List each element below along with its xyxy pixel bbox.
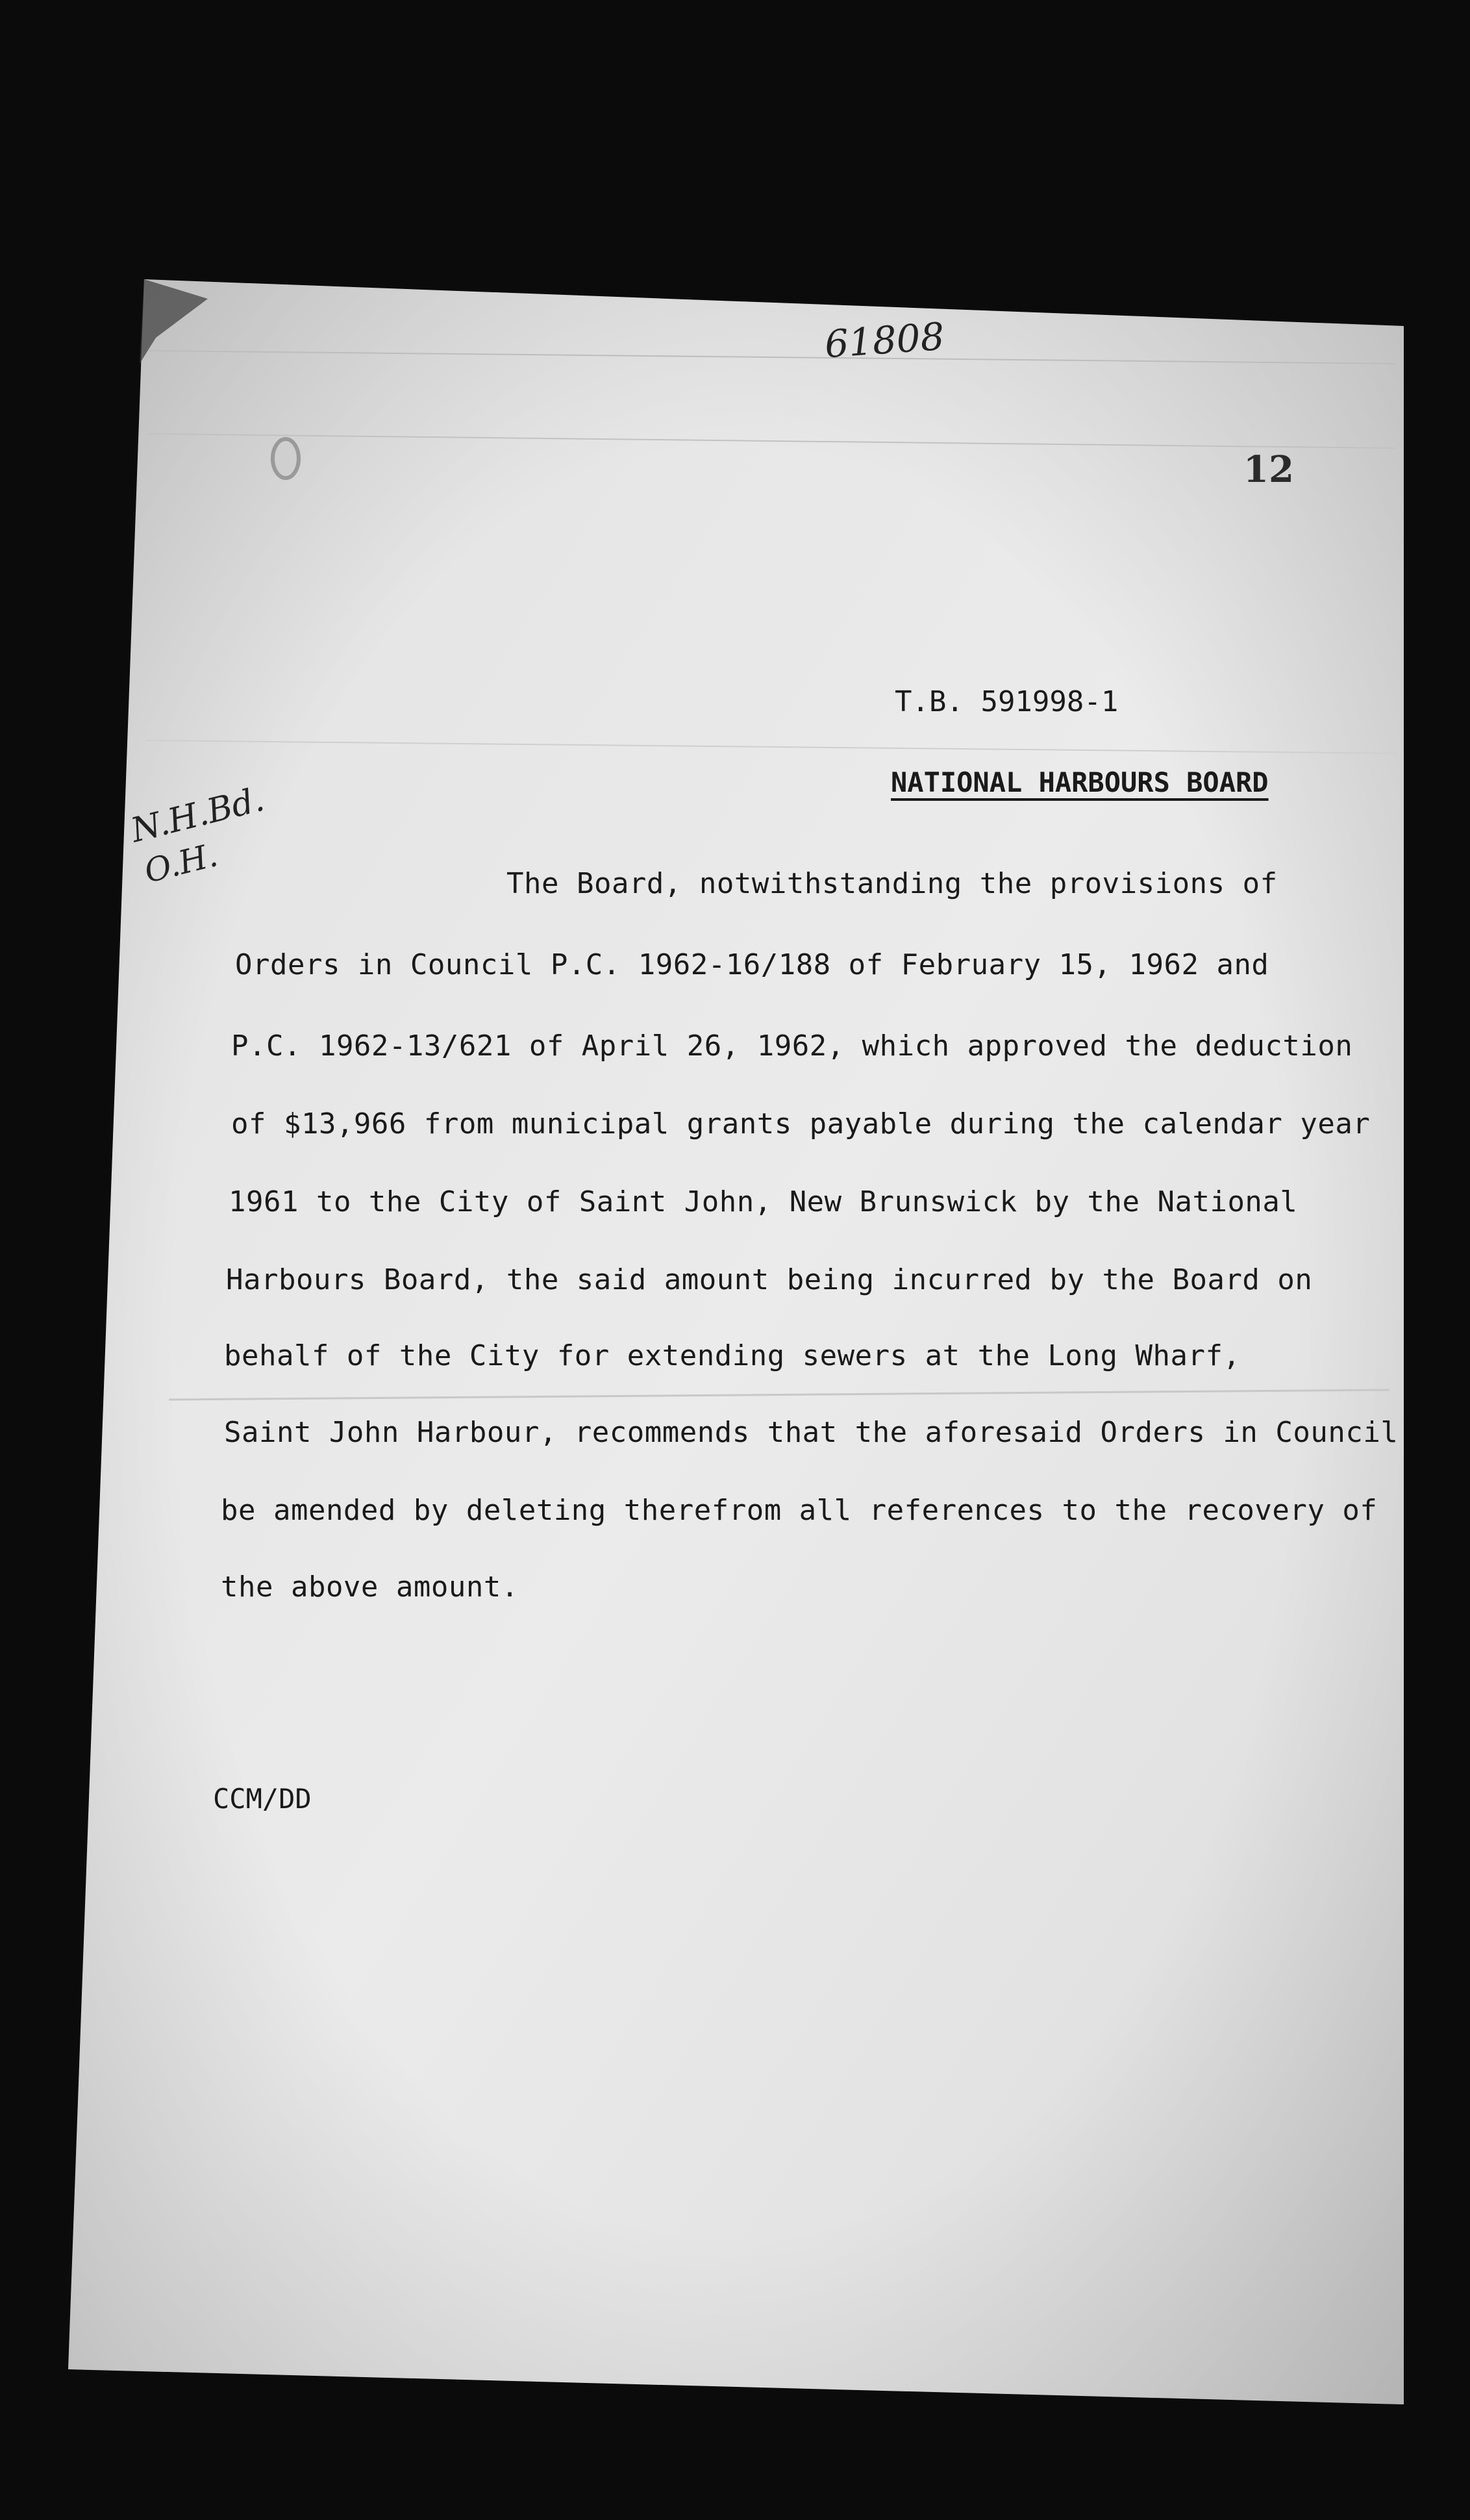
body-line-7: behalf of the City for extending sewers at the Long Wharf,: [224, 1339, 1241, 1372]
document-heading: NATIONAL HARBOURS BOARD: [891, 766, 1269, 798]
body-line-4: of $13,966 from municipal grants payable during the calendar year: [231, 1107, 1371, 1140]
page-number: 12: [1243, 448, 1294, 491]
body-line-10: the above amount.: [221, 1570, 519, 1604]
margin-note-line-1: N.H.Bd.: [127, 779, 268, 851]
body-line-5: 1961 to the City of Saint John, New Brunswick by the National: [229, 1185, 1298, 1218]
margin-note-line-2: O.H.: [140, 836, 221, 890]
reference-number: T.B. 591998-1: [895, 685, 1119, 718]
body-line-8: Saint John Harbour, recommends that the aforesaid Orders in Council: [224, 1416, 1399, 1449]
typist-initials: CCM/DD: [213, 1783, 312, 1815]
body-line-2: Orders in Council P.C. 1962-16/188 of February 15, 1962 and: [235, 948, 1269, 981]
archive-number: 61808: [823, 314, 946, 367]
body-line-6: Harbours Board, the said amount being incurred by the Board on: [226, 1263, 1313, 1296]
body-line-3: P.C. 1962-13/621 of April 26, 1962, which approved the deduction: [231, 1029, 1353, 1063]
body-line-9: be amended by deleting therefrom all references to the recovery of: [221, 1494, 1378, 1527]
body-line-1: The Board, notwithstanding the provisions of: [506, 867, 1278, 900]
